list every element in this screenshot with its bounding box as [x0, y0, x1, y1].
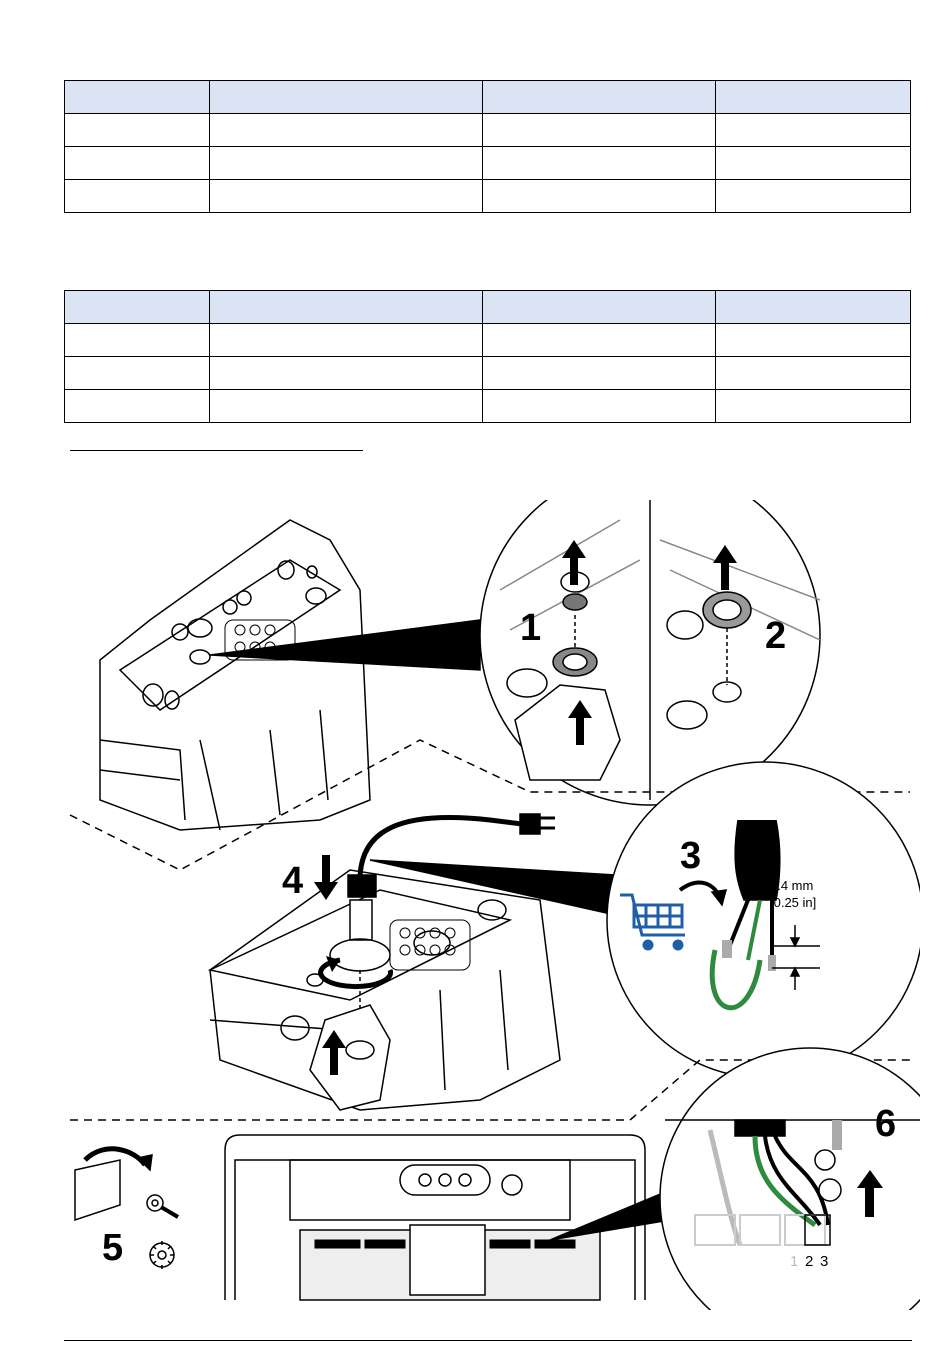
table-cell	[210, 180, 483, 213]
table-cell	[210, 147, 483, 180]
step-number: 6	[875, 1103, 897, 1145]
table-header-cell	[65, 291, 210, 324]
table-row	[65, 390, 911, 423]
star-washer-icon	[150, 1241, 174, 1269]
table-cell	[483, 324, 715, 357]
table-header-cell	[483, 291, 715, 324]
table-cell	[483, 147, 715, 180]
step-number: 1	[520, 607, 542, 649]
table-row	[65, 180, 911, 213]
callout-wedge	[550, 1190, 670, 1240]
table-cell	[210, 357, 483, 390]
table-header-cell	[210, 81, 483, 114]
step-number: 2	[765, 615, 787, 657]
terminal-number: 2	[805, 1253, 814, 1270]
table-header-cell	[210, 291, 483, 324]
table-cell	[483, 390, 715, 423]
table-cell	[715, 357, 910, 390]
table-header-cell	[715, 291, 910, 324]
table-cell	[65, 390, 210, 423]
table-cell	[65, 357, 210, 390]
open-enclosure-view	[225, 1135, 645, 1300]
strip-length-mm: 6.4 mm	[770, 878, 814, 893]
table-cell	[483, 357, 715, 390]
table-cell	[210, 114, 483, 147]
terminal-number: 3	[820, 1253, 829, 1270]
table-cell	[715, 390, 910, 423]
page-fold-icon	[75, 1149, 152, 1220]
table-cell	[483, 114, 715, 147]
table-cell	[65, 324, 210, 357]
table-row	[65, 324, 911, 357]
strip-length-in: [0.25 in]	[770, 895, 817, 910]
step-number: 4	[282, 860, 304, 902]
table-2	[64, 290, 911, 423]
table-cell	[210, 324, 483, 357]
enclosure-top-view	[100, 520, 370, 830]
table-row	[65, 357, 911, 390]
table-cell	[65, 180, 210, 213]
table-cell	[715, 147, 910, 180]
table-header-cell	[65, 81, 210, 114]
table-row	[65, 114, 911, 147]
table-header-row	[65, 291, 911, 324]
table-header-row	[65, 81, 911, 114]
table-cell	[210, 390, 483, 423]
zoom-circle-step-3	[607, 762, 920, 1078]
table-cell	[483, 180, 715, 213]
table-cell	[715, 324, 910, 357]
cord-fitting-view	[210, 814, 560, 1110]
terminal-number: 1	[790, 1253, 799, 1270]
step-number: 5	[102, 1227, 124, 1269]
table-cell	[715, 180, 910, 213]
zoom-circle-step-6	[660, 1048, 920, 1310]
table-cell	[65, 114, 210, 147]
table-header-cell	[483, 81, 715, 114]
callout-wedge	[370, 860, 615, 915]
step-number: 3	[680, 835, 702, 877]
ring-terminal-icon	[147, 1195, 178, 1217]
installation-illustration	[60, 500, 920, 1310]
table-row	[65, 147, 911, 180]
table-header-cell	[715, 81, 910, 114]
table-1	[64, 80, 911, 213]
table-cell	[715, 114, 910, 147]
table-cell	[65, 147, 210, 180]
section-heading-rule	[70, 450, 363, 451]
footer-rule	[64, 1340, 912, 1341]
